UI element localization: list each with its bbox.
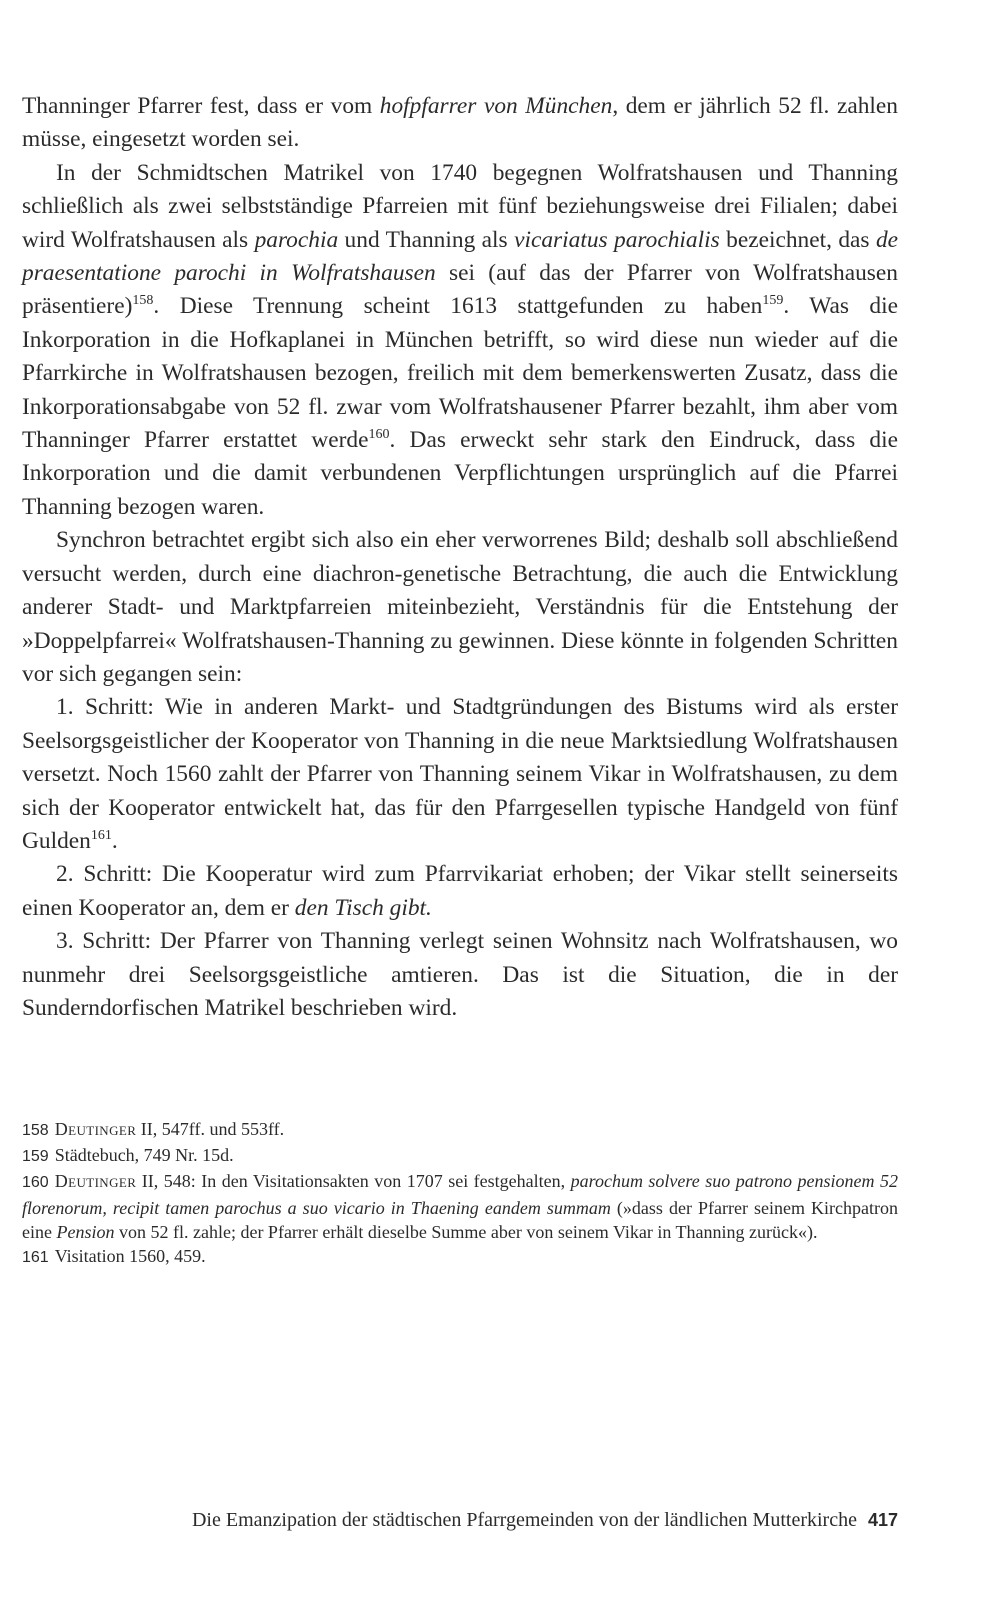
text-run: 2. Schritt: Die Kooperatur wird zum Pfarrvikariat erhoben; der Vikar stellt seinerseits einen Kooperator an, dem er (22, 861, 898, 921)
text-run: . Diese Trennung scheint 1613 stattgefunden zu haben (153, 293, 763, 320)
text-run: II, 548: In den Visitationsakten von 1707 sei festgehalten, (136, 1171, 571, 1192)
text-run: Thanninger Pfarrer fest, dass er vom (22, 93, 380, 119)
text-run: von 52 fl. zahle; der Pfarrer erhält dieselbe Summe aber von seinem Vikar in Thanning zurück«). (114, 1221, 818, 1242)
text-run: bezeichnet, das (719, 226, 876, 253)
footnote-reference: 158 (132, 293, 154, 309)
footnote-reference: 159 (762, 293, 784, 309)
text-run: . Das erweckt sehr stark den Eindruck, dass die Inkorporation und die damit verbundenen Verpflichtungen ursprünglich auf die Pfarrei Thanning bezogen waren. (22, 427, 898, 520)
italic-text: parochum solvere suo patrono pensionem 52 florenorum, recipit tamen parochus a suo vicario in Thaening eandem summam (22, 1171, 898, 1218)
page-footer (192, 1509, 898, 1532)
italic-text: hofpfarrer von München (379, 93, 613, 119)
footnote (22, 1143, 898, 1169)
paragraph (22, 90, 898, 157)
text-run: 1. Schritt: Wie in anderen Markt- und Stadtgründungen des Bistums wird als erster Seelsorgsgeistlicher der Kooperator von Thanning in die neue Marktsiedlung Wolfratshausen versetzt. Noch 1560 zahlt der Pfarrer von Thanning seinem Vikar in Wolfratshausen, zu dem sich der Kooperator entwickelt hat, das für den Pfarrgesellen typische Handgeld von fünf Gulden (22, 694, 898, 854)
footnote (22, 1244, 898, 1270)
paragraph (22, 925, 898, 1025)
text-run: und Thanning als (338, 226, 515, 253)
text-run: Visitation 1560, 459. (54, 1246, 206, 1267)
italic-text: vicariatus parochialis (514, 226, 720, 253)
page-number: 417 (867, 1510, 898, 1530)
paragraph (22, 157, 898, 524)
text-run: . Was die Inkorporation in die Hofkaplanei in München betrifft, so wird diese nun wieder auf die Pfarrkirche in Wolfratshausen bezogen, freilich mit dem bemerkenswerten Zusatz, dass die Inkorporationsabgabe von 52 fl. zwar vom Wolfratshausener Pfarrer bezahlt, ihm aber vom Thanninger Pfarrer erstattet werde (22, 293, 899, 454)
text-run: In der Schmidtschen Matrikel von 1740 begegnen Wolfratshausen und Thanning schließlich als zwei selbstständige Pfarreien mit fünf beziehungsweise drei Filialen; dabei wird Wolfratshausen als (22, 159, 898, 253)
italic-text: Pension (56, 1221, 115, 1242)
text-run: (»dass der Pfarrer seinem Kirchpatron eine (22, 1197, 898, 1242)
paragraph (22, 691, 898, 858)
footnote-number: 159 (22, 1148, 49, 1166)
footnote-reference: 161 (90, 827, 112, 843)
footnote-number: 161 (22, 1249, 49, 1267)
text-run: Synchron betrachtet ergibt sich also ein eher verworrenes Bild; deshalb soll abschließend versucht werden, durch eine diachron-genetische Betrachtung, die auch die Entwicklung anderer Stadt- und Marktpfarreien miteinbezieht, Verständnis für die Entstehung der »Doppelpfarrei« Wolfratshausen-Thanning zu gewinnen. Diese könnte in folgenden Schritten vor sich gegangen sein: (22, 527, 898, 687)
text-run: II, 547ff. und 553ff. (136, 1119, 285, 1139)
italic-text: de praesentatione parochi in Wolfratshausen (22, 226, 899, 287)
paragraph (22, 524, 898, 691)
italic-text: parochia (254, 226, 339, 253)
text-run: , dem er jährlich 52 fl. zahlen müsse, eingesetzt worden sei. (22, 93, 898, 153)
footnote (22, 1169, 898, 1244)
text-run: Städtebuch, 749 Nr. 15d. (54, 1145, 234, 1166)
footnote-reference: 160 (368, 427, 390, 443)
italic-text: den Tisch gibt. (294, 894, 432, 921)
author-name: Deutinger (54, 1119, 137, 1139)
text-run: sei (auf das der Pfarrer von Wolfratshausen präsentiere) (22, 260, 898, 320)
text-run: . (111, 827, 118, 854)
paragraph (22, 858, 898, 925)
footnote-number: 160 (22, 1174, 49, 1192)
footnote-number: 158 (22, 1122, 49, 1139)
footnote (22, 1117, 898, 1143)
footnotes (22, 1117, 898, 1270)
author-name: Deutinger (54, 1171, 137, 1192)
text-run: 3. Schritt: Der Pfarrer von Thanning verlegt seinen Wohnsitz nach Wolfratshausen, wo nunmehr drei Seelsorgsgeistliche amtieren. Das ist die Situation, die in der Sunderndorfischen Matrikel beschrieben wird. (22, 928, 898, 1021)
running-title: Die Emanzipation der städtischen Pfarrgemeinden von der ländlichen Mutterkirche (191, 1509, 857, 1531)
main-text (22, 90, 898, 1025)
